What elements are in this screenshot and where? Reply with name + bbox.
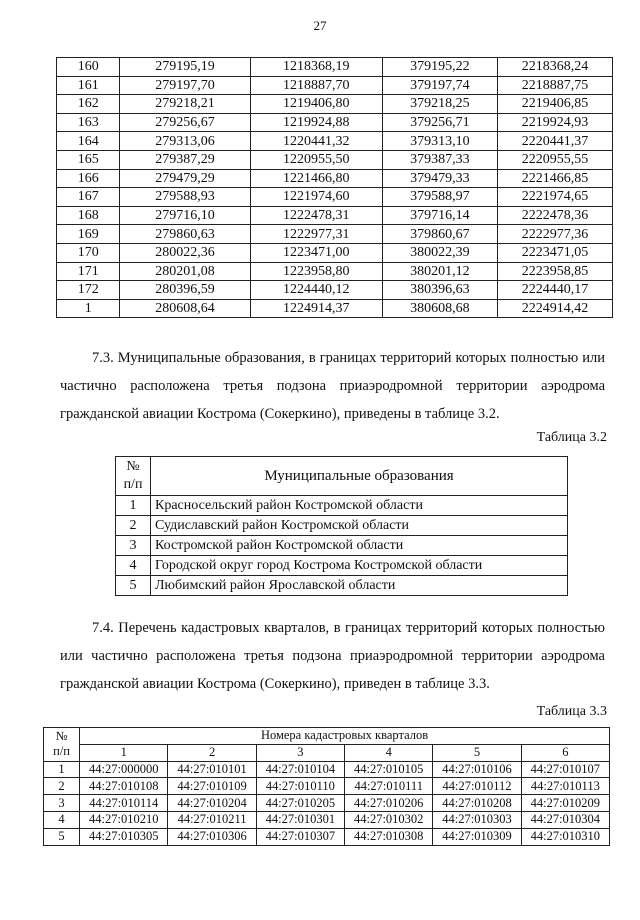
table-header-row: [116, 457, 568, 496]
cadastral-number-cell: 44:27:010209: [521, 795, 609, 812]
header-num-symbol: №: [55, 729, 68, 744]
row-number-cell: 1: [116, 496, 151, 516]
row-number-cell: 4: [44, 811, 80, 828]
column-number-cell: 4: [345, 744, 433, 761]
row-number-cell: 4: [116, 556, 151, 576]
cadastral-number-cell: 44:27:010310: [521, 828, 609, 845]
page-number: 27: [313, 18, 327, 33]
cadastral-number-cell: 44:27:010114: [80, 795, 168, 812]
cadastral-number-cell: 44:27:010108: [80, 778, 168, 795]
table-row: [116, 516, 568, 536]
table-row: [57, 76, 613, 95]
coord-cell: 379313,10: [382, 132, 497, 151]
coord-cell: 2220441,37: [497, 132, 612, 151]
section-7-4-paragraph: 7.4. Перечень кадастровых кварталов, в границах территорий которых полностью или частично расположена третья подзона приаэродромной территории аэродрома гражданской авиации Кострома (Сокеркино), приведен в таблице 3.3.: [60, 620, 605, 692]
cadastral-number-cell: 44:27:010106: [433, 761, 521, 778]
coord-cell: 170: [57, 243, 120, 262]
column-number-cell: 1: [80, 744, 168, 761]
table-row: [57, 243, 613, 262]
row-number-cell: 1: [44, 761, 80, 778]
table-row: [116, 496, 568, 516]
coord-cell: 279195,19: [120, 58, 250, 77]
column-number-row: [44, 744, 610, 761]
cadastral-number-cell: 44:27:010206: [345, 795, 433, 812]
cadastral-number-cell: 44:27:010113: [521, 778, 609, 795]
cadastral-number-cell: 44:27:010301: [256, 811, 344, 828]
coord-cell: 279387,29: [120, 150, 250, 169]
coord-cell: 2220955,55: [497, 150, 612, 169]
coord-cell: 380201,12: [382, 262, 497, 281]
coord-cell: 280396,59: [120, 281, 250, 300]
coord-cell: 279218,21: [120, 95, 250, 114]
coord-cell: 2219406,85: [497, 95, 612, 114]
table-row: [57, 58, 613, 77]
coord-cell: 2219924,93: [497, 113, 612, 132]
municipality-name-cell: Городской округ город Кострома Костромской области: [151, 556, 568, 576]
coord-cell: 2218887,75: [497, 76, 612, 95]
coord-cell: 168: [57, 206, 120, 225]
coordinates-table: [56, 57, 613, 318]
coord-cell: 1222478,31: [250, 206, 382, 225]
coord-cell: 279588,93: [120, 188, 250, 207]
coord-cell: 2223958,85: [497, 262, 612, 281]
table-row: [44, 795, 610, 812]
cadastral-number-cell: 44:27:010210: [80, 811, 168, 828]
table-row: [116, 576, 568, 596]
table-row: [44, 811, 610, 828]
table-row: [57, 113, 613, 132]
cadastral-number-cell: 44:27:010107: [521, 761, 609, 778]
coord-cell: 169: [57, 225, 120, 244]
coord-cell: 1223471,00: [250, 243, 382, 262]
header-name-cell: Муниципальные образования: [151, 457, 568, 496]
coord-cell: 2223471,05: [497, 243, 612, 262]
coord-cell: 1221466,80: [250, 169, 382, 188]
coord-cell: 280201,08: [120, 262, 250, 281]
coord-cell: 2224914,42: [497, 299, 612, 318]
cadastral-number-cell: 44:27:010306: [168, 828, 256, 845]
coord-cell: 379197,74: [382, 76, 497, 95]
table-row: [44, 761, 610, 778]
cadastral-number-cell: 44:27:010205: [256, 795, 344, 812]
coord-cell: 279716,10: [120, 206, 250, 225]
coord-cell: 1219924,88: [250, 113, 382, 132]
cadastral-number-cell: 44:27:010304: [521, 811, 609, 828]
coord-cell: 280022,36: [120, 243, 250, 262]
coord-cell: 163: [57, 113, 120, 132]
coord-cell: 1221974,60: [250, 188, 382, 207]
cadastral-number-cell: 44:27:010305: [80, 828, 168, 845]
coord-cell: 166: [57, 169, 120, 188]
coord-cell: 379195,22: [382, 58, 497, 77]
table-row: [44, 778, 610, 795]
table-row: [57, 188, 613, 207]
coord-cell: 379479,33: [382, 169, 497, 188]
coord-cell: 379716,14: [382, 206, 497, 225]
table-3-2-caption: Таблица 3.2: [536, 430, 607, 445]
municipality-name-cell: Любимский район Ярославской области: [151, 576, 568, 596]
table-row: [44, 828, 610, 845]
coord-cell: 380608,68: [382, 299, 497, 318]
coord-cell: 165: [57, 150, 120, 169]
coord-cell: 1224914,37: [250, 299, 382, 318]
coord-cell: 1218887,70: [250, 76, 382, 95]
coord-cell: 160: [57, 58, 120, 77]
coord-cell: 172: [57, 281, 120, 300]
coord-cell: 1220441,32: [250, 132, 382, 151]
cadastral-number-cell: 44:27:010104: [256, 761, 344, 778]
table-row: [57, 150, 613, 169]
row-number-cell: 2: [44, 778, 80, 795]
cadastral-number-cell: 44:27:010110: [256, 778, 344, 795]
coord-cell: 1218368,19: [250, 58, 382, 77]
coord-cell: 2218368,24: [497, 58, 612, 77]
header-num-abbr: п/п: [53, 744, 70, 759]
cadastral-quarters-table: [43, 727, 610, 846]
coord-cell: 167: [57, 188, 120, 207]
cadastral-number-cell: 44:27:010302: [345, 811, 433, 828]
coord-cell: 1223958,80: [250, 262, 382, 281]
row-number-cell: 3: [116, 536, 151, 556]
cadastral-number-cell: 44:27:010204: [168, 795, 256, 812]
coord-cell: 2221974,65: [497, 188, 612, 207]
table-row: [57, 169, 613, 188]
coord-cell: 379387,33: [382, 150, 497, 169]
header-group-cell: Номера кадастровых кварталов: [80, 728, 610, 745]
municipality-name-cell: Костромской район Костромской области: [151, 536, 568, 556]
coord-cell: 2222977,36: [497, 225, 612, 244]
coord-cell: 171: [57, 262, 120, 281]
cadastral-number-cell: 44:27:010112: [433, 778, 521, 795]
column-number-cell: 5: [433, 744, 521, 761]
cadastral-number-cell: 44:27:010105: [345, 761, 433, 778]
municipalities-table: [115, 456, 568, 596]
coord-cell: 379860,67: [382, 225, 497, 244]
coord-cell: 2221466,85: [497, 169, 612, 188]
coord-cell: 380396,63: [382, 281, 497, 300]
coord-cell: 1220955,50: [250, 150, 382, 169]
header-num-symbol: №: [126, 459, 140, 474]
coord-cell: 161: [57, 76, 120, 95]
cadastral-number-cell: 44:27:010111: [345, 778, 433, 795]
coord-cell: 279256,67: [120, 113, 250, 132]
coord-cell: 379256,71: [382, 113, 497, 132]
row-number-cell: 3: [44, 795, 80, 812]
header-num-cell: [116, 457, 151, 496]
cadastral-number-cell: 44:27:010208: [433, 795, 521, 812]
cadastral-number-cell: 44:27:010307: [256, 828, 344, 845]
coord-cell: 279860,63: [120, 225, 250, 244]
row-number-cell: 5: [44, 828, 80, 845]
coord-cell: 279313,06: [120, 132, 250, 151]
coord-cell: 1224440,12: [250, 281, 382, 300]
table-row: [57, 281, 613, 300]
row-number-cell: 2: [116, 516, 151, 536]
cadastral-number-cell: 44:27:010109: [168, 778, 256, 795]
cadastral-number-cell: 44:27:010309: [433, 828, 521, 845]
coord-cell: 279197,70: [120, 76, 250, 95]
coord-cell: 279479,29: [120, 169, 250, 188]
cadastral-number-cell: 44:27:010101: [168, 761, 256, 778]
coord-cell: 379218,25: [382, 95, 497, 114]
table-header-row: [44, 728, 610, 745]
municipality-name-cell: Судиславский район Костромской области: [151, 516, 568, 536]
column-number-cell: 2: [168, 744, 256, 761]
table-3-3-caption: Таблица 3.3: [536, 704, 607, 719]
coord-cell: 2224440,17: [497, 281, 612, 300]
column-number-cell: 6: [521, 744, 609, 761]
header-num-abbr: п/п: [123, 477, 143, 492]
table-row: [116, 556, 568, 576]
table-row: [116, 536, 568, 556]
table-row: [57, 95, 613, 114]
table-row: [57, 262, 613, 281]
table-row: [57, 132, 613, 151]
row-number-cell: 5: [116, 576, 151, 596]
table-row: [57, 206, 613, 225]
coord-cell: 379588,97: [382, 188, 497, 207]
header-num-cell: [44, 728, 80, 762]
column-number-cell: 3: [256, 744, 344, 761]
section-7-3-paragraph: 7.3. Муниципальные образования, в границах территорий которых полностью или частично расположена третья подзона приаэродромной территории аэродрома гражданской авиации Кострома (Сокеркино), приведены в таблице 3.2.: [60, 350, 605, 422]
coord-cell: 164: [57, 132, 120, 151]
table-row: [57, 225, 613, 244]
cadastral-number-cell: 44:27:010211: [168, 811, 256, 828]
municipality-name-cell: Красносельский район Костромской области: [151, 496, 568, 516]
table-row: [57, 299, 613, 318]
coord-cell: 1219406,80: [250, 95, 382, 114]
coord-cell: 1222977,31: [250, 225, 382, 244]
cadastral-number-cell: 44:27:010308: [345, 828, 433, 845]
cadastral-number-cell: 44:27:010303: [433, 811, 521, 828]
coord-cell: 162: [57, 95, 120, 114]
coord-cell: 380022,39: [382, 243, 497, 262]
cadastral-number-cell: 44:27:000000: [80, 761, 168, 778]
coord-cell: 1: [57, 299, 120, 318]
coord-cell: 2222478,36: [497, 206, 612, 225]
coord-cell: 280608,64: [120, 299, 250, 318]
